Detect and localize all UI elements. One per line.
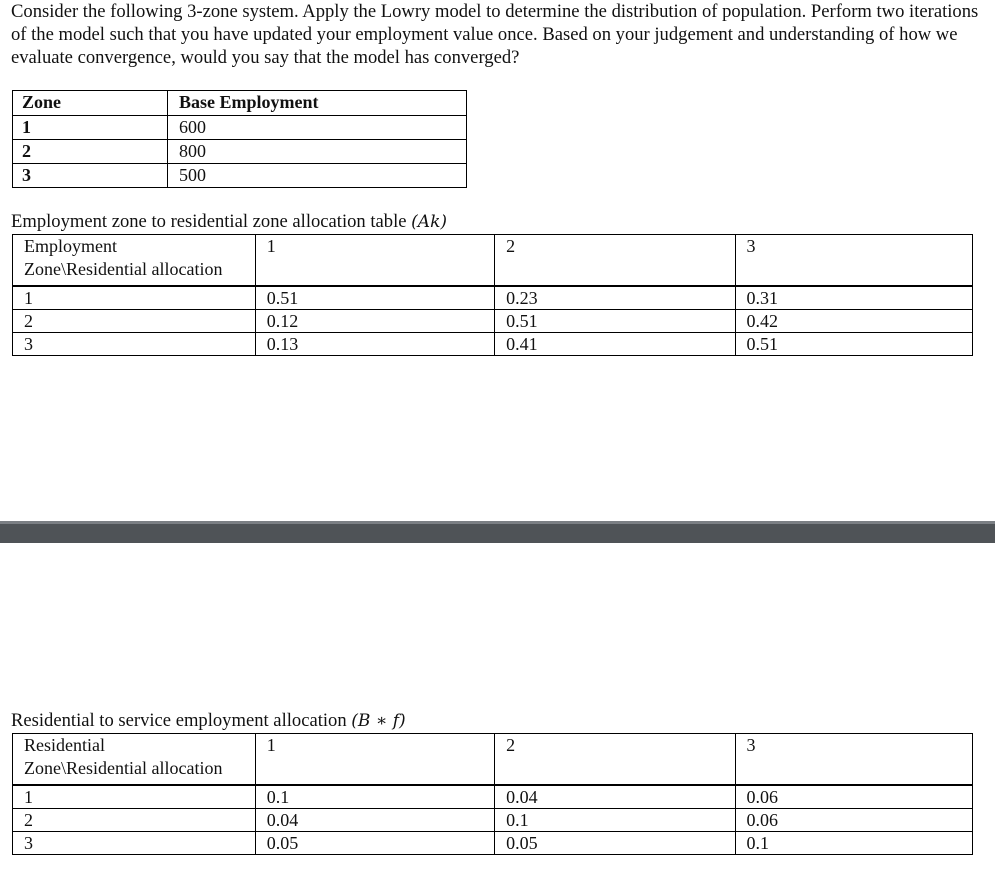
value-cell: 0.05: [495, 832, 735, 855]
zone-cell: 1: [13, 785, 256, 809]
zone-cell: 2: [13, 809, 256, 832]
table-row: [13, 333, 973, 356]
value-cell: 0.51: [495, 310, 735, 333]
zone-cell: 1: [13, 286, 256, 310]
zone-cell: 3: [13, 832, 256, 855]
employment-allocation-table: [12, 234, 973, 356]
column-header: 2: [495, 734, 735, 786]
column-header: 2: [495, 235, 735, 287]
table-row: [13, 286, 973, 310]
employment-cell: 800: [168, 140, 467, 164]
value-cell: 0.05: [255, 832, 494, 855]
table-header-row: [13, 734, 973, 786]
zone-header: Zone: [13, 91, 168, 116]
base-employment-table: [12, 90, 467, 188]
column-header: 3: [735, 235, 972, 287]
employment-cell: 600: [168, 116, 467, 140]
caption-text: Employment zone to residential zone allocation table: [11, 211, 412, 232]
table-row: [13, 785, 973, 809]
employment-cell: 500: [168, 164, 467, 188]
service-allocation-table: [12, 733, 973, 855]
value-cell: 0.1: [255, 785, 494, 809]
zone-cell: 3: [13, 164, 168, 188]
caption-symbol: (B ∗ f): [351, 711, 406, 731]
table-row: [13, 140, 467, 164]
allocation-table-caption: [11, 211, 447, 233]
header-line-1: Employment: [24, 236, 117, 256]
value-cell: 0.51: [255, 286, 494, 310]
value-cell: 0.13: [255, 333, 494, 356]
value-cell: 0.04: [495, 785, 735, 809]
value-cell: 0.06: [735, 809, 972, 832]
zone-cell: 3: [13, 333, 256, 356]
service-table-caption: [11, 710, 406, 732]
question-text: Consider the following 3-zone system. Apply the Lowry model to determine the distribution of population. Perform two iterations of the model such that you have updated your employment value once. Based on your judgement and understanding of how we evaluate convergence, would you say that the model has converged?: [11, 1, 979, 68]
column-header: 1: [255, 734, 494, 786]
row-label-header: [13, 734, 256, 786]
caption-text: Residential to service employment allocation: [11, 710, 352, 731]
table-row: [13, 832, 973, 855]
value-cell: 0.1: [495, 809, 735, 832]
table-row: [13, 116, 467, 140]
value-cell: 0.1: [735, 832, 972, 855]
zone-cell: 1: [13, 116, 168, 140]
value-cell: 0.23: [495, 286, 735, 310]
value-cell: 0.51: [735, 333, 972, 356]
header-line-2: Zone\Residential allocation: [24, 259, 223, 279]
page-divider-bar: [0, 521, 995, 543]
value-cell: 0.12: [255, 310, 494, 333]
value-cell: 0.41: [495, 333, 735, 356]
value-cell: 0.04: [255, 809, 494, 832]
table-row: [13, 809, 973, 832]
base-employment-header: Base Employment: [168, 91, 467, 116]
column-header: 1: [255, 235, 494, 287]
value-cell: 0.42: [735, 310, 972, 333]
column-header: 3: [735, 734, 972, 786]
table-row: [13, 164, 467, 188]
zone-cell: 2: [13, 310, 256, 333]
caption-symbol: (Ak): [411, 212, 447, 232]
table-header-row: [13, 235, 973, 287]
value-cell: 0.31: [735, 286, 972, 310]
value-cell: 0.06: [735, 785, 972, 809]
zone-cell: 2: [13, 140, 168, 164]
table-row: [13, 310, 973, 333]
row-label-header: [13, 235, 256, 287]
table-header-row: [13, 91, 467, 116]
header-line-1: Residential: [24, 735, 105, 755]
header-line-2: Zone\Residential allocation: [24, 758, 223, 778]
